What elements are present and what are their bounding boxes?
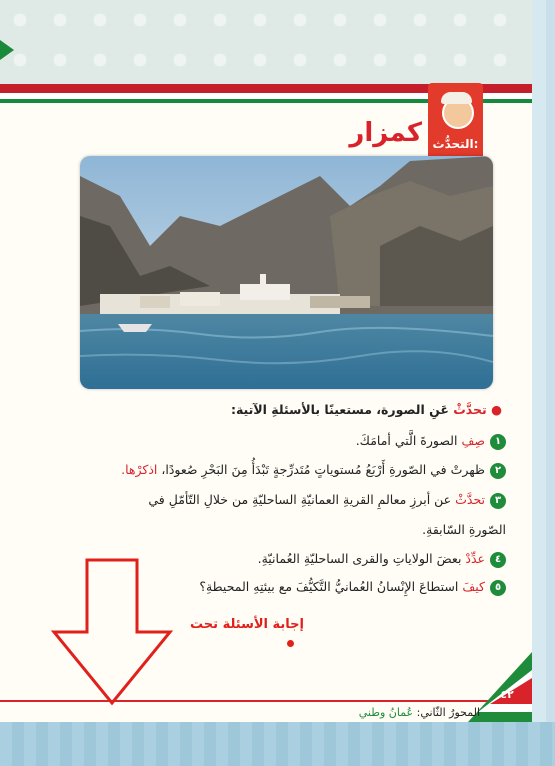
number-badge-1: ١ [490,434,506,450]
question-text: عن أبرزِ معالمِ القريةِ العمانيّةِ الساحليّةِ من خلالِ التّأمّلِ في [148,492,456,507]
instruction-text [60,402,502,417]
header-pattern [0,0,532,88]
question-1 [60,433,506,450]
speaking-section-badge [428,83,483,161]
bullet-icon: ● [491,402,502,417]
unit-name: عُمانُ وطني [358,706,414,719]
number-badge-2: ٢ [490,463,506,479]
unit-label: المحورُ الثّاني: [416,706,480,719]
question-text: بعضَ الولاياتِ والقرى الساحليّةِ العُمانيّةِ. [257,551,466,566]
question-2 [60,462,506,479]
question-text: الصّورةِ السّابقةِ. [422,522,506,537]
number-badge-4: ٤ [490,552,506,568]
question-verb: كيفَ [462,579,485,594]
instruction-rest: عَنِ الصورة، مستعينًا بالأسئلةِ الآتية: [230,402,454,417]
section-label: التحدُّث: [432,137,479,151]
cap-icon [441,92,472,104]
number-badge-5: ٥ [490,580,506,596]
question-verb: تحدَّثْ [455,492,485,507]
down-arrow-icon [50,558,174,708]
question-tail: اذكرْها. [121,462,158,477]
question-3 [60,492,506,509]
question-verb: عدِّدْ [465,551,485,566]
instruction-verb: تحدَّثْ [453,402,487,417]
corner-marker [0,40,14,60]
page-number: ٤٢ [500,688,514,701]
red-dot-marker [287,640,294,647]
lesson-title: كمزار [349,118,422,148]
question-text: ظهرتْ في الصّورةِ أَرْبَعُ مُستوياتٍ مُتَدرِّجةٍ تَبْدَأُ مِنَ البَحْرِ صُعودًا، [157,462,485,477]
answer-note: إجابة الأسئلة تحت [190,617,304,632]
question-text: الصورةَ الَّتي أمامَكَ. [355,433,462,448]
footer-divider [0,700,490,702]
question-3-continuation [60,522,528,537]
question-text: استطاعَ الإِنْسانُ العُمانيُّ التَّكيُّفَ مع بيئتِهِ المحيطةِ؟ [199,579,463,594]
bottom-pattern-band [0,722,555,766]
number-badge-3: ٣ [490,493,506,509]
footer-unit [318,706,480,719]
question-verb: صِفِ [461,433,485,448]
coastal-village-photo [80,156,493,389]
